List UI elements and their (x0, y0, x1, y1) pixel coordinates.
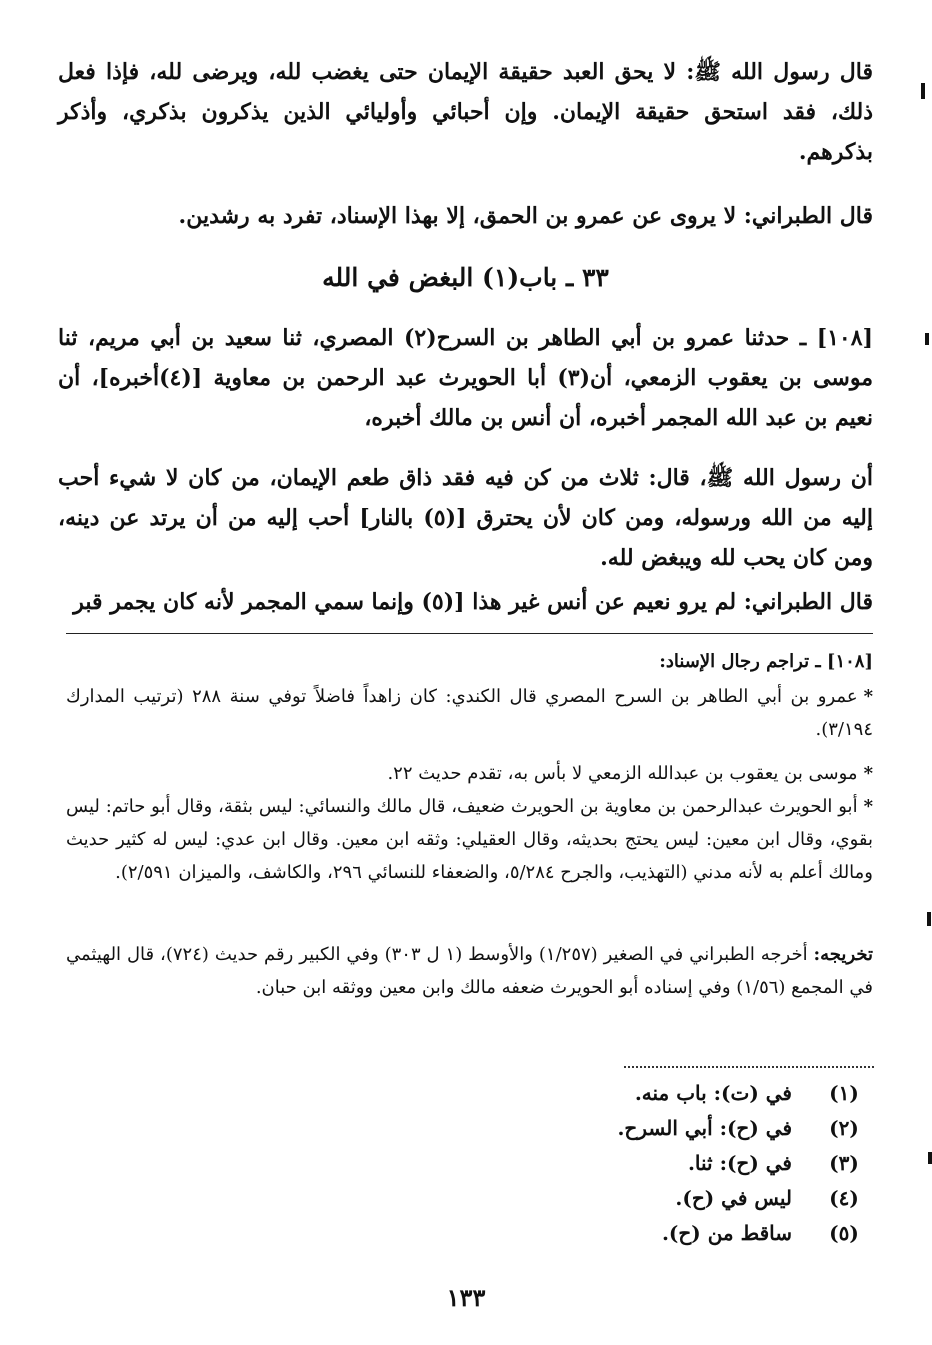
note-text: أخرجه الطبراني في الصغير (١/٢٥٧) والأوسط (١ ل ٣٠٣) وفي الكبير رقم حديث (٧٢٤)، قال الهيثمي في المجمع (١/٥٦) وفي إسناده أبو الحويرث ضعفه مالك وابن معين ووثقه ابن حبان. (66, 944, 873, 998)
tabarani-comment (58, 196, 873, 236)
page-number: ١٣٣ (446, 1283, 486, 1312)
paragraph: [١٠٨] ـ حدثنا عمرو بن أبي الطاهر بن السرح(٢) المصري، ثنا سعيد بن أبي مريم، ثنا موسى بن يعقوب الزمعي، أن(٣) أبا الحويرث عبد الرحمن بن معاوية [(٤)أخبره]، أن نعيم بن عبد الله المجمر أخبره، أن أنس بن مالك أخبره، (58, 325, 873, 431)
footnote-text: في (ح): أبي السرح. (617, 1116, 792, 1140)
footnote-number: (١) (829, 1081, 859, 1105)
footnote-item (574, 1111, 874, 1146)
hadith-text-continued (58, 52, 873, 172)
footnote-text: ساقط من (ح). (661, 1221, 792, 1245)
hadith-isnad (58, 318, 873, 438)
notes-heading: [١٠٨] ـ تراجم رجال الإسناد: (659, 651, 873, 672)
narrator-note (66, 790, 873, 889)
note-text: أبو الحويرث عبدالرحمن بن معاوية بن الحويرث ضعيف، قال مالك والنسائي: ليس بثقة، وقال أبو حاتم: ليس بقوي، وقال ابن معين: ليس يحتج بحديثه، وقال العقيلي: وثقه ابن معين. وقال ابن عدي: ليس له كثير حديث ومالك أعلم به لأنه مدني (التهذيب، والجرح ٥/٢٨٤، والضعفاء للنسائي ٢٩٦، والكاشف، والميزان ٢/٥٩١). (66, 796, 873, 883)
scan-edge-mark (921, 83, 925, 99)
narrator-note (66, 680, 873, 746)
paragraph: قال رسول الله ﷺ: لا يحق العبد حقيقة الإيمان حتى يغضب لله، ويرضى لله، فإذا فعل ذلك، فقد استحق حقيقة الإيمان. وإن أحبائي وأوليائي الذين يذكرون بذكري، وأذكر بذكرهم. (58, 59, 873, 165)
footnote-item (574, 1146, 874, 1181)
footnote-divider (66, 633, 873, 634)
footnote-text: ليس في (ح). (675, 1186, 792, 1210)
star-bullet: * (863, 763, 873, 784)
hadith-matn (58, 458, 873, 578)
takhrij-label: تخريجه: (813, 944, 873, 965)
footnote-item (574, 1181, 874, 1216)
footnotes-list (574, 1076, 874, 1251)
footnote-item (574, 1216, 874, 1251)
star-bullet: * (863, 796, 873, 817)
paragraph: قال الطبراني: لا يروى عن عمرو بن الحمق، إلا بهذا الإسناد، تفرد به رشدين. (178, 203, 873, 229)
note-text: موسى بن يعقوب بن عبدالله الزمعي لا بأس به، تقدم حديث ٢٢. (387, 763, 858, 784)
footnotes-divider (624, 1066, 874, 1068)
paragraph: أن رسول الله ﷺ، قال: ثلاث من كن فيه فقد ذاق طعم الإيمان، من كان لا شيء أحب إليه من الله ورسوله، ومن كان لأن يحترق [(٥) بالنار] أحب إليه من أن يرتد عن دينه، ومن كان يحب لله ويبغض لله. (58, 465, 873, 571)
footnote-number: (٤) (829, 1186, 859, 1210)
footnote-number: (٥) (829, 1221, 859, 1245)
footnote-text: في (ت): باب منه. (634, 1081, 792, 1105)
paragraph: قال الطبراني: لم يرو نعيم عن أنس غير هذا [(٥) وإنما سمي المجمر لأنه كان يجمر قبر (73, 589, 873, 615)
star-bullet: * (863, 686, 873, 707)
footnote-text: في (ح): ثنا. (687, 1151, 792, 1175)
footnote-item (574, 1076, 874, 1111)
footnote-number: (٣) (829, 1151, 859, 1175)
scan-edge-mark (928, 1152, 932, 1164)
takhrij-note (66, 938, 873, 1004)
narrator-note (66, 757, 873, 790)
tabarani-comment-2 (58, 582, 873, 622)
scan-edge-mark (927, 912, 931, 926)
footnote-number: (٢) (829, 1116, 859, 1140)
chapter-heading: ٣٣ ـ باب(١) البغض في الله (322, 263, 609, 292)
scan-edge-mark (925, 333, 929, 345)
note-text: عمرو بن أبي الطاهر بن السرح المصري قال الكندي: كان زاهداً فاضلاً توفي سنة ٢٨٨ (ترتيب المدارك ٣/١٩٤). (66, 686, 873, 740)
